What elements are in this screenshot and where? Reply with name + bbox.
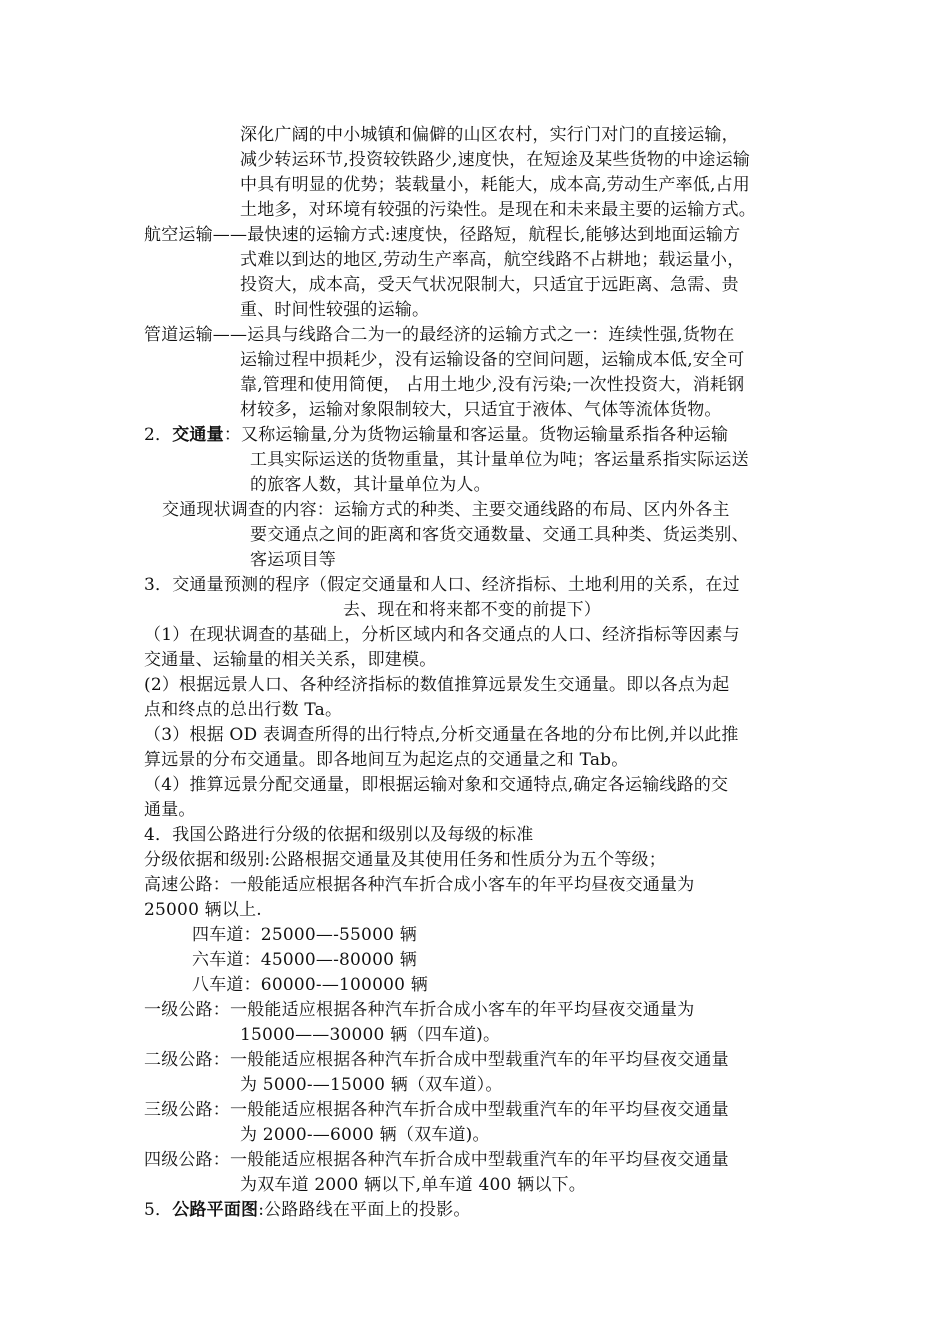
section-number: 2． bbox=[144, 425, 173, 445]
text-line: 为 2000-—6000 辆（双车道)。 bbox=[240, 1125, 490, 1145]
text-line: 客运项目等 bbox=[250, 550, 336, 570]
text-line: 一级公路：一般能适应根据各种汽车折合成小客车的年平均昼夜交通量为 bbox=[144, 1000, 695, 1020]
term-definition: ：又称运输量,分为货物运输量和客运量。货物运输量系指各种运输 bbox=[223, 425, 729, 445]
text-line: 工具实际运送的货物重量，其计量单位为吨；客运量系指实际运送 bbox=[250, 450, 749, 470]
text-line: 点和终点的总出行数 Ta。 bbox=[144, 700, 343, 720]
text-line bbox=[144, 1198, 471, 1223]
text-line: 中具有明显的优势；装载量小，耗能大，成本高,劳动生产率低,占用 bbox=[240, 175, 751, 195]
text-line: 去、现在和将来都不变的前提下） bbox=[343, 600, 601, 620]
text-line: 八车道：60000-—100000 辆 bbox=[192, 975, 428, 995]
text-line: 4．我国公路进行分级的依据和级别以及每级的标准 bbox=[144, 825, 534, 845]
text-line: 土地多，对环境有较强的污染性。是现在和未来最主要的运输方式。 bbox=[240, 200, 756, 220]
text-line: 为双车道 2000 辆以下,单车道 400 辆以下。 bbox=[240, 1175, 586, 1195]
text-line: （4）推算远景分配交通量，即根据运输对象和交通特点,确定各运输线路的交 bbox=[144, 775, 729, 795]
text-line: 交通现状调查的内容：运输方式的种类、主要交通线路的布局、区内外各主 bbox=[162, 500, 730, 520]
text-line: 航空运输——最快速的运输方式:速度快，径路短，航程长,能够达到地面运输方 bbox=[144, 225, 741, 245]
text-line: 减少转运环节,投资较铁路少,速度快，在短途及某些货物的中途运输 bbox=[240, 150, 751, 170]
text-line: 重、时间性较强的运输。 bbox=[240, 300, 430, 320]
text-line: （1）在现状调查的基础上，分析区域内和各交通点的人口、经济指标等因素与 bbox=[144, 625, 740, 645]
text-line: 交通量、运输量的相关关系，即建模。 bbox=[144, 650, 437, 670]
section-number: 5． bbox=[144, 1200, 173, 1220]
term-definition: :公路路线在平面上的投影。 bbox=[258, 1200, 471, 1220]
text-line: 算远景的分布交通量。即各地间互为起迄点的交通量之和 Tab。 bbox=[144, 750, 629, 770]
text-line: 四车道：25000—-55000 辆 bbox=[192, 925, 417, 945]
text-line: （3）根据 OD 表调查所得的出行特点,分析交通量在各地的分布比例,并以此推 bbox=[144, 725, 739, 745]
text-line: 二级公路：一般能适应根据各种汽车折合成中型载重汽车的年平均昼夜交通量 bbox=[144, 1050, 729, 1070]
text-line: 为 5000-—15000 辆（双车道）。 bbox=[240, 1075, 503, 1095]
text-line: 管道运输——运具与线路合二为一的最经济的运输方式之一：连续性强,货物在 bbox=[144, 325, 735, 345]
text-line bbox=[144, 423, 728, 448]
text-line: 通量。 bbox=[144, 800, 196, 820]
term-heading: 公路平面图 bbox=[172, 1200, 259, 1220]
text-line: 三级公路：一般能适应根据各种汽车折合成中型载重汽车的年平均昼夜交通量 bbox=[144, 1100, 729, 1120]
text-line: 25000 辆以上. bbox=[144, 900, 262, 920]
text-line: 式难以到达的地区,劳动生产率高，航空线路不占耕地；载运量小， bbox=[240, 250, 745, 270]
text-line: 材较多，运输对象限制较大，只适宜于液体、气体等流体货物。 bbox=[240, 400, 722, 420]
text-line: 靠,管理和使用简便， 占用土地少,没有污染;一次性投资大，消耗钢 bbox=[240, 375, 745, 395]
text-line: 深化广阔的中小城镇和偏僻的山区农村，实行门对门的直接运输， bbox=[240, 125, 739, 145]
text-line: 四级公路：一般能适应根据各种汽车折合成中型载重汽车的年平均昼夜交通量 bbox=[144, 1150, 729, 1170]
text-line: 15000——30000 辆（四车道)。 bbox=[240, 1025, 501, 1045]
text-line: (2）根据远景人口、各种经济指标的数值推算远景发生交通量。即以各点为起 bbox=[144, 675, 730, 695]
text-line: 3．交通量预测的程序（假定交通量和人口、经济指标、土地利用的关系，在过 bbox=[144, 575, 740, 595]
text-line: 投资大，成本高，受天气状况限制大，只适宜于远距离、急需、贵 bbox=[240, 275, 739, 295]
text-line: 高速公路：一般能适应根据各种汽车折合成小客车的年平均昼夜交通量为 bbox=[144, 875, 695, 895]
text-line: 六车道：45000—-80000 辆 bbox=[192, 950, 417, 970]
text-line: 运输过程中损耗少，没有运输设备的空间问题，运输成本低,安全可 bbox=[240, 350, 745, 370]
term-heading: 交通量 bbox=[172, 425, 224, 445]
text-line: 分级依据和级别:公路根据交通量及其使用任务和性质分为五个等级； bbox=[144, 850, 666, 870]
text-line: 要交通点之间的距离和客货交通数量、交通工具种类、货运类别、 bbox=[250, 525, 749, 545]
text-line: 的旅客人数，其计量单位为人。 bbox=[250, 475, 491, 495]
